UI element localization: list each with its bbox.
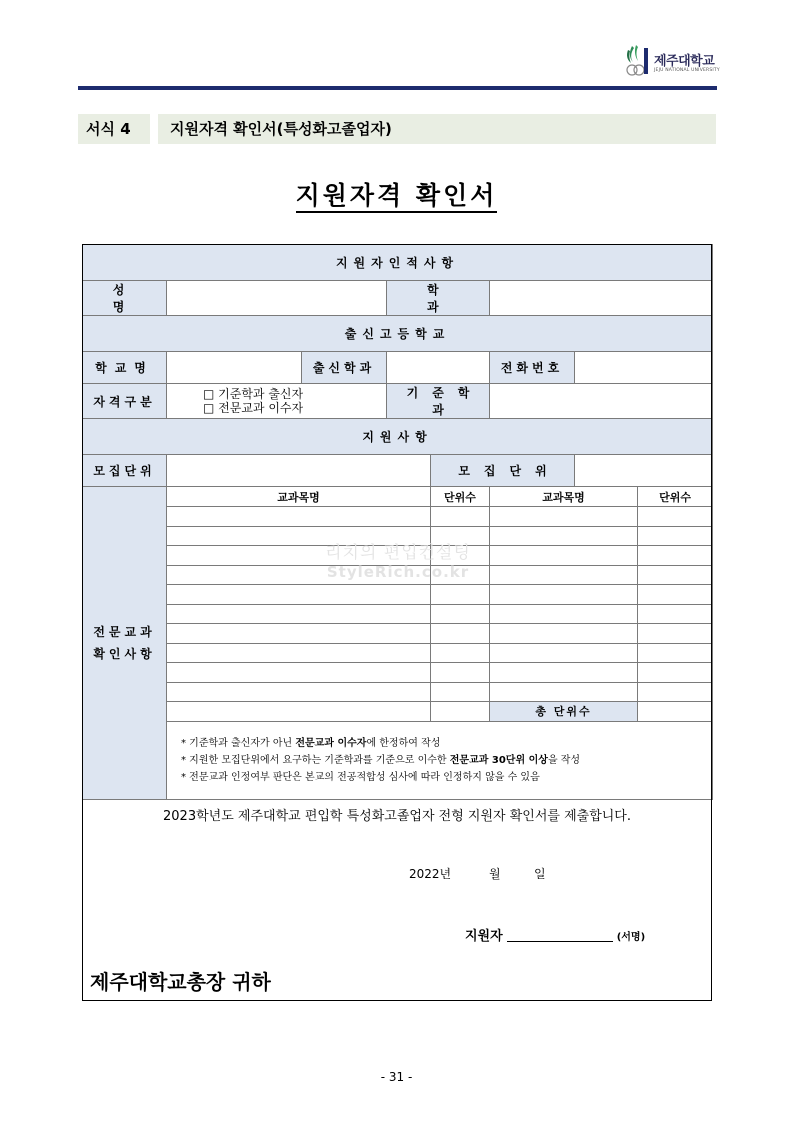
col-credits-2: 단위수 — [638, 487, 713, 507]
form-border — [82, 244, 712, 1001]
date-day: 일 — [534, 867, 546, 881]
note-1-text: * 기준학과 출신자가 아닌 — [181, 737, 296, 749]
university-name-english: JEJU NATIONAL UNIVERSITY — [654, 68, 720, 73]
applicant-label: 지원자 — [465, 929, 503, 944]
addressee: 제주대학교총장 귀하 — [90, 970, 271, 994]
note-1-text-end: 에 한정하여 작성 — [366, 737, 441, 749]
label-qualification: 자격구분 — [83, 384, 167, 419]
date-year: 2022년 — [409, 867, 452, 881]
form-label: 지원자격 확인서(특성화고졸업자) — [158, 114, 716, 144]
col-credits-1: 단위수 — [431, 487, 490, 507]
col-subject-1: 교과목명 — [167, 487, 431, 507]
note-2-text: * 지원한 모집단위에서 요구하는 기준학과를 기준으로 이수한 — [181, 754, 450, 766]
university-emblem-icon — [624, 44, 650, 78]
university-name: 제주대학교 — [654, 54, 715, 69]
watermark-line-1: 리치의 편입컨설팅 — [325, 543, 471, 563]
section-high-school: 출신고등학교 — [83, 316, 713, 352]
watermark-line-2: StyleRich.co.kr — [326, 563, 470, 581]
label-major-confirmation: 전문교과 확인사항 — [83, 487, 167, 800]
label-unit-2: 모집단위 — [431, 455, 575, 487]
note-2-text-end: 을 작성 — [547, 754, 581, 766]
label-standard-department: 기준학과 — [387, 384, 490, 419]
form-number: 서식 4 — [78, 114, 150, 144]
note-2-emphasis: 전문교과 30단위 이상 — [449, 754, 548, 766]
label-department: 학과 — [387, 281, 490, 316]
label-unit: 모집단위 — [83, 455, 167, 487]
note-3: * 전문교과 인정여부 판단은 본교의 전공적합성 심사에 따라 인정하지 않을 수 있음 — [181, 771, 540, 783]
section-application: 지원사항 — [83, 419, 713, 455]
section-personal-info: 지원자인적사항 — [83, 245, 713, 281]
document-title-text: 지원자격 확인서 — [296, 181, 498, 213]
document-title — [0, 176, 793, 212]
date-month: 월 — [489, 867, 501, 881]
label-phone: 전화번호 — [490, 352, 575, 384]
label-school-department: 출신학과 — [302, 352, 387, 384]
header-rule — [78, 86, 717, 90]
label-name: 성명 — [83, 281, 167, 316]
label-school-name: 학교명 — [83, 352, 167, 384]
col-subject-2: 교과목명 — [490, 487, 638, 507]
signature-mark: (서명) — [616, 932, 646, 943]
page-number: - 31 - — [380, 1070, 413, 1084]
note-1-emphasis: 전문교과 이수자 — [295, 737, 367, 749]
checkbox-major-course[interactable]: □ 전문교과 이수자 — [203, 401, 304, 415]
total-credits-label: 총 단위수 — [490, 702, 638, 722]
declaration-statement: 2023학년도 제주대학교 편입학 특성화고졸업자 전형 지원자 확인서를 제출합니다. — [163, 809, 631, 824]
checkbox-standard-dept[interactable]: □ 기준학과 출신자 — [203, 387, 304, 401]
